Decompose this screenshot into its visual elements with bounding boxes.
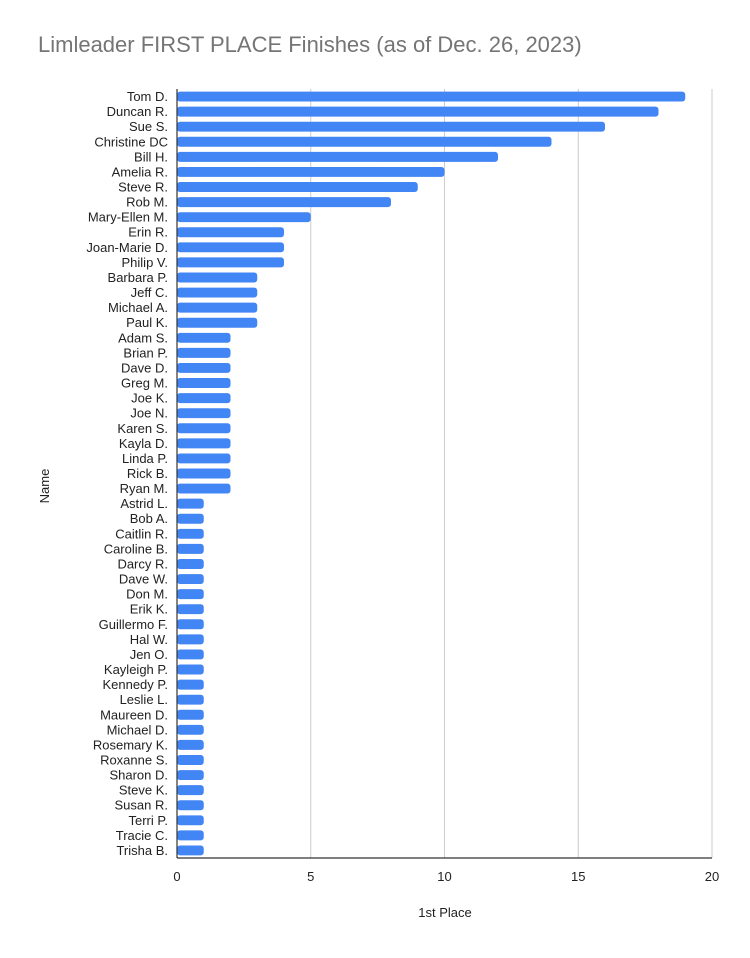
bar — [177, 273, 257, 283]
bar — [177, 649, 204, 659]
category-label: Mary-Ellen M. — [87, 209, 168, 225]
category-label: Jeff C. — [130, 285, 168, 301]
category-label: Terri P. — [128, 812, 168, 828]
bar — [177, 408, 231, 418]
bar — [177, 167, 445, 177]
bar — [177, 544, 204, 554]
category-label: Rob M. — [126, 194, 168, 210]
category-label: Kayleigh P. — [103, 662, 168, 678]
x-tick-label: 10 — [437, 869, 452, 884]
category-label: Rosemary K. — [92, 737, 168, 753]
category-label: Caitlin R. — [115, 526, 168, 542]
category-label: Hal W. — [129, 631, 168, 647]
category-label: Erik K. — [129, 601, 168, 617]
bar — [177, 378, 231, 388]
bar — [177, 529, 204, 539]
x-axis-title: 1st Place — [418, 905, 472, 920]
bar — [177, 800, 204, 810]
bar — [177, 92, 685, 102]
bar — [177, 453, 231, 463]
bar — [177, 484, 231, 494]
category-label: Philip V. — [121, 254, 168, 270]
category-label: Maureen D. — [100, 707, 168, 723]
bar — [177, 499, 204, 509]
bar — [177, 755, 204, 765]
category-label: Bob A. — [129, 511, 168, 527]
bar — [177, 393, 231, 403]
category-label: Dave W. — [118, 571, 168, 587]
category-label: Guillermo F. — [98, 616, 168, 632]
bar — [177, 574, 204, 584]
bar — [177, 830, 204, 840]
bar — [177, 725, 204, 735]
bar — [177, 182, 418, 192]
category-label: Karen S. — [117, 420, 168, 436]
bar — [177, 137, 552, 147]
category-label: Duncan R. — [106, 104, 168, 120]
category-label: Astrid L. — [120, 496, 168, 512]
bar — [177, 288, 257, 298]
bar — [177, 514, 204, 524]
bar — [177, 815, 204, 825]
bar — [177, 227, 284, 237]
bar — [177, 634, 204, 644]
category-label: Adam S. — [118, 330, 168, 346]
bar — [177, 318, 257, 328]
bar — [177, 845, 204, 855]
bar — [177, 333, 231, 343]
category-label: Tom D. — [126, 89, 168, 105]
x-tick-label: 20 — [704, 869, 720, 884]
category-label: Rick B. — [126, 466, 168, 481]
x-tick-label: 0 — [173, 869, 181, 884]
bar — [177, 619, 204, 629]
category-label: Ryan M. — [119, 481, 168, 497]
bar — [177, 363, 231, 373]
y-axis-title: Name — [37, 468, 52, 504]
category-label: Darcy R. — [117, 556, 168, 572]
category-label: Joe N. — [130, 405, 168, 421]
category-label: Caroline B. — [103, 541, 168, 557]
category-label: Christine DC — [94, 134, 168, 150]
bar — [177, 212, 311, 222]
bar — [177, 469, 231, 479]
category-label: Trisha B. — [116, 842, 168, 858]
bar — [177, 107, 659, 117]
bar — [177, 242, 284, 252]
category-label: Sue S. — [128, 119, 168, 135]
bar — [177, 770, 204, 780]
category-label: Susan R. — [114, 797, 168, 813]
bar — [177, 680, 204, 690]
category-label: Sharon D. — [109, 767, 168, 783]
bar — [177, 152, 498, 162]
category-label: Tracie C. — [115, 827, 168, 843]
bar — [177, 122, 605, 132]
bar — [177, 604, 204, 614]
category-label: Greg M. — [121, 375, 168, 391]
category-label: Michael D. — [106, 722, 168, 738]
bar — [177, 785, 204, 795]
bar — [177, 197, 391, 207]
category-label: Linda P. — [121, 450, 168, 466]
bar — [177, 303, 257, 313]
category-label: Steve R. — [118, 179, 168, 195]
category-label: Joan-Marie D. — [86, 239, 168, 255]
chart-title: Limleader FIRST PLACE Finishes (as of Dec. 26, 2023) — [38, 32, 582, 57]
bar — [177, 665, 204, 675]
bar — [177, 438, 231, 448]
bar — [177, 695, 204, 705]
category-label: Paul K. — [126, 315, 168, 331]
bar — [177, 710, 204, 720]
category-label: Dave D. — [121, 360, 168, 376]
bar — [177, 348, 231, 358]
category-label: Leslie L. — [119, 692, 168, 708]
category-label: Joe K. — [131, 390, 168, 406]
category-label: Kayla D. — [118, 435, 168, 451]
category-label: Jen O. — [129, 646, 168, 662]
bar — [177, 257, 284, 267]
bar — [177, 423, 231, 433]
category-label: Don M. — [126, 586, 168, 602]
category-label: Erin R. — [128, 224, 168, 240]
category-label: Michael A. — [108, 300, 168, 316]
bar — [177, 589, 204, 599]
category-label: Steve K. — [118, 782, 168, 798]
category-label: Barbara P. — [107, 269, 168, 285]
category-label: Roxanne S. — [100, 752, 168, 768]
category-label: Amelia R. — [111, 164, 168, 180]
bar — [177, 559, 204, 569]
bar — [177, 740, 204, 750]
category-label: Bill H. — [134, 149, 168, 165]
x-tick-label: 15 — [571, 869, 586, 884]
category-label: Kennedy P. — [102, 677, 168, 693]
x-tick-label: 5 — [307, 869, 315, 884]
category-label: Brian P. — [123, 345, 168, 361]
